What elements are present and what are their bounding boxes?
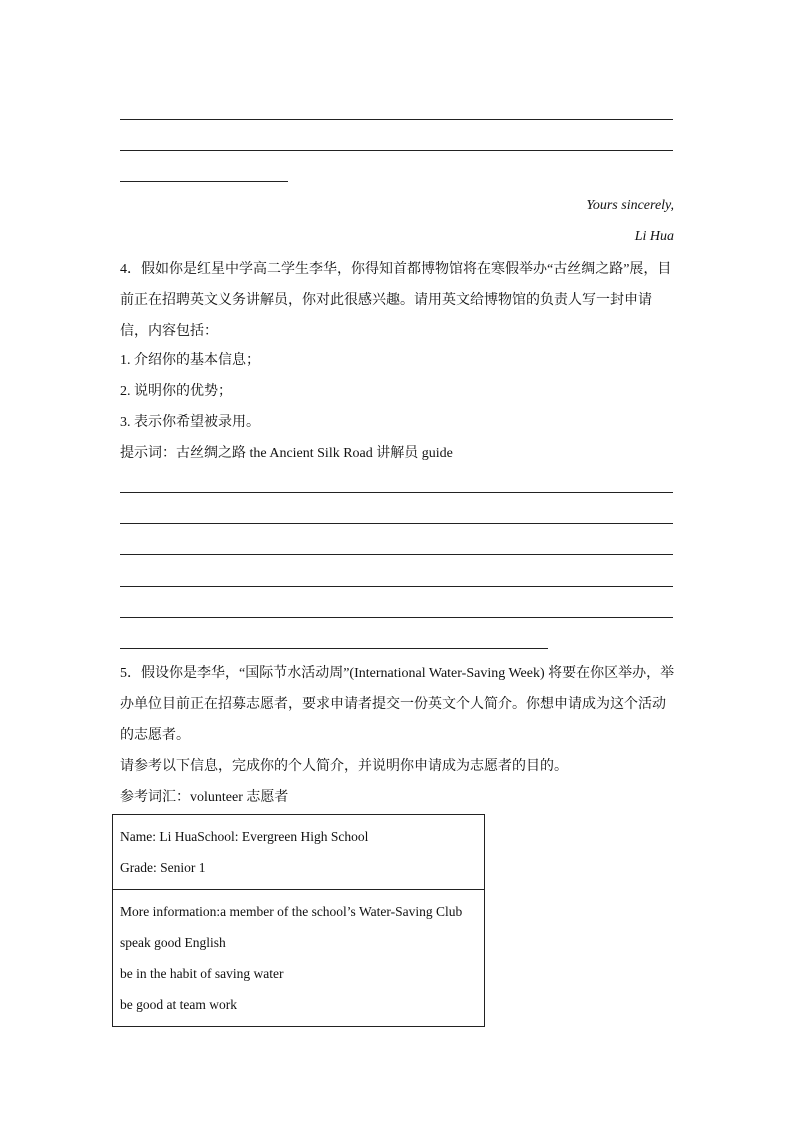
info-grade: Grade: Senior 1 xyxy=(120,860,206,875)
info-table-more-cell xyxy=(113,889,484,1026)
question-5-vocab: 参考词汇：volunteer 志愿者 xyxy=(120,790,289,805)
question-4-intro xyxy=(120,254,676,347)
answer-line xyxy=(120,150,673,151)
answer-line xyxy=(120,648,548,649)
question-4-item-1: 1. 介绍你的基本信息； xyxy=(120,353,260,368)
info-name-school: Name: Li HuaSchool: Evergreen High School xyxy=(120,829,369,844)
info-more-4: be good at team work xyxy=(120,997,237,1012)
info-table-basic-cell xyxy=(113,815,484,889)
question-5-number: 5． xyxy=(120,666,141,681)
info-more-1: More information:a member of the school’s Water-Saving Club xyxy=(120,904,463,919)
question-5-text: 假设你是李华，“国际节水活动周”(International Water-Saving Week) 将要在你区举办，举办单位目前正在招募志愿者，要求申请者提交一份英文个人简介。你想申请成为这个活动的志愿者。 xyxy=(120,666,675,743)
answer-line xyxy=(120,554,673,555)
info-table xyxy=(112,814,485,1027)
question-4-item-2: 2. 说明你的优势； xyxy=(120,384,232,399)
question-5-intro xyxy=(120,658,676,751)
closing-name: Li Hua xyxy=(634,229,674,244)
question-4-number: 4． xyxy=(120,262,141,277)
answer-line xyxy=(120,617,673,618)
question-4-item-3: 3. 表示你希望被录用。 xyxy=(120,415,260,430)
closing-sign-off: Yours sincerely, xyxy=(586,198,674,213)
answer-line xyxy=(120,181,288,182)
answer-line xyxy=(120,492,673,493)
answer-line xyxy=(120,586,673,587)
answer-line xyxy=(120,119,673,120)
question-4-text: 假如你是红星中学高二学生李华，你得知首都博物馆将在寒假举办“古丝绸之路”展，目前正在招聘英文义务讲解员，你对此很感兴趣。请用英文给博物馆的负责人写一封申请信，内容包括： xyxy=(120,262,672,339)
answer-line xyxy=(120,523,673,524)
info-more-3: be in the habit of saving water xyxy=(120,966,284,981)
question-4-hint: 提示词：古丝绸之路 the Ancient Silk Road 讲解员 guide xyxy=(120,446,453,461)
info-more-2: speak good English xyxy=(120,935,226,950)
question-5-instruction: 请参考以下信息，完成你的个人简介，并说明你申请成为志愿者的目的。 xyxy=(120,759,568,774)
